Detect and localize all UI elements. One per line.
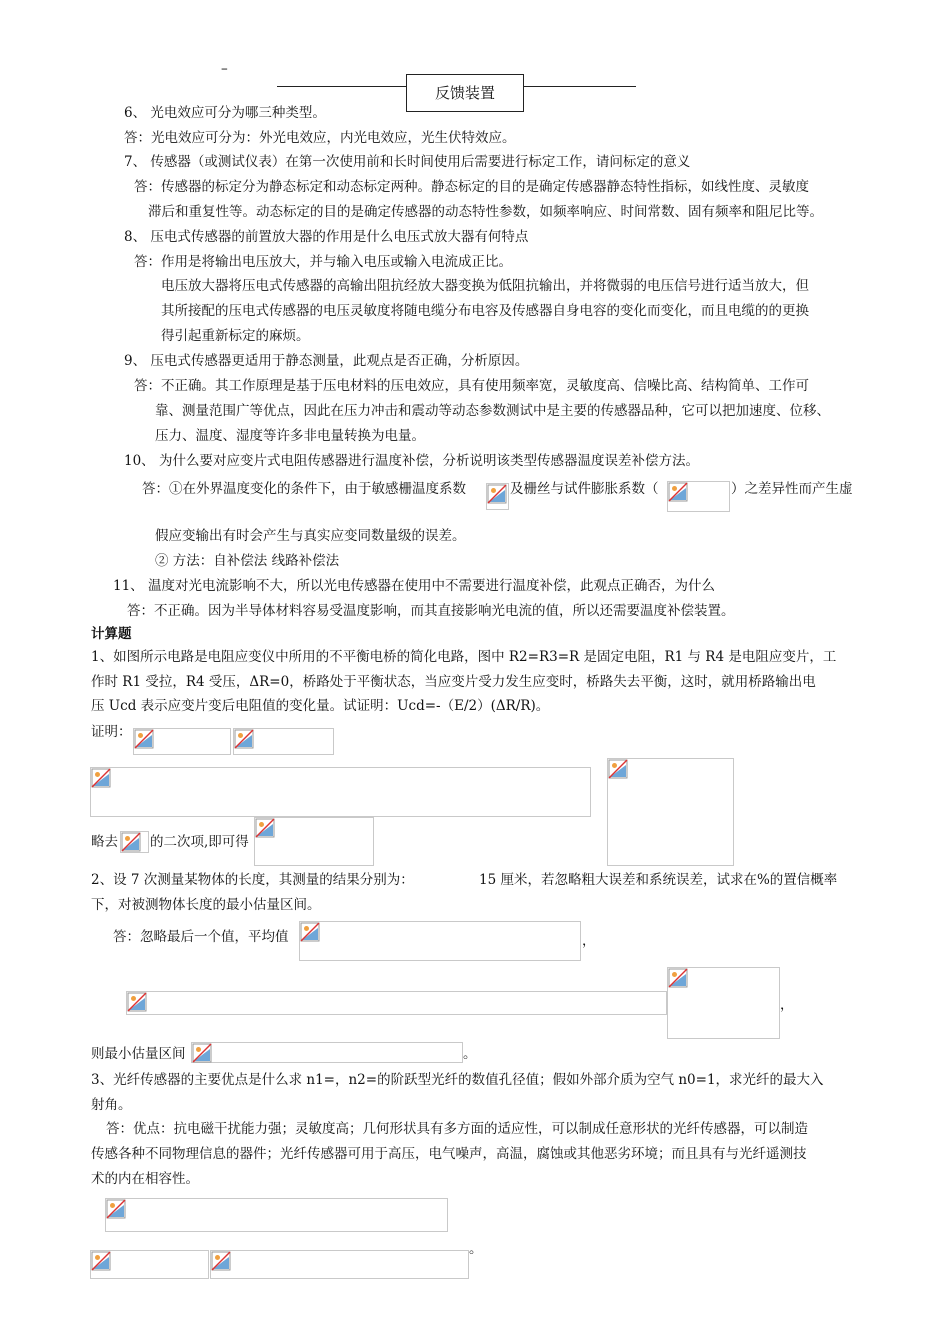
- problem-2-line1a: 2、设 7 次测量某物体的长度，其测量的结果分别为：: [91, 872, 414, 888]
- answer-10-line1b: 及栅丝与试件膨胀系数（: [510, 481, 659, 497]
- header-dash: –: [221, 61, 228, 77]
- omit-text-a: 略去: [91, 834, 118, 850]
- formula-image-na: [105, 1198, 448, 1232]
- answer-2-line1: 答：忽略最后一个值，平均值: [113, 929, 289, 945]
- answer-10-line1a: 答：①在外界温度变化的条件下，由于敏感栅温度系数: [142, 481, 466, 497]
- answer-3-line3: 术的内在相容性。: [91, 1171, 199, 1187]
- formula-image-proof-3: [90, 767, 591, 817]
- broken-image-icon: [300, 922, 320, 942]
- period-1: 。: [463, 1046, 477, 1062]
- broken-image-icon: [487, 484, 507, 504]
- answer-8-line4: 得引起重新标定的麻烦。: [161, 328, 310, 344]
- broken-image-icon: [121, 832, 141, 852]
- formula-image-interval: [191, 1042, 463, 1063]
- question-6: 6、 光电效应可分为哪三种类型。: [124, 105, 326, 121]
- section-heading-calc: 计算题: [91, 626, 132, 642]
- question-7: 7、 传感器（或测试仪表）在第一次使用前和长时间使用后需要进行标定工作，请问标定的意义: [124, 154, 691, 170]
- answer-10-line1c: ）之差异性而产生虚: [731, 481, 853, 497]
- formula-image-angle-1: [90, 1250, 209, 1279]
- formula-image-mean: [299, 921, 581, 961]
- broken-image-icon: [134, 729, 154, 749]
- answer-3-line1: 答：优点：抗电磁干扰能力强；灵敏度高；几何形状具有多方面的适应性，可以制成任意形状的光纤传感器，可以制造: [106, 1121, 808, 1137]
- question-9: 9、 压电式传感器更适用于静态测量，此观点是否正确，分析原因。: [124, 353, 529, 369]
- formula-image-beta: [667, 481, 730, 512]
- answer-9-line2: 靠、测量范围广等优点，因此在压力冲击和震动等动态参数测试中是主要的传感器品种，它可以把加速度、位移、: [155, 403, 830, 419]
- answer-3-line2: 传感各种不同物理信息的器件；光纤传感器可用于高压，电气噪声，高温，腐蚀或其他恶劣环境；而且具有与光纤遥测技: [91, 1146, 807, 1162]
- formula-image-omit: [120, 831, 149, 853]
- problem-1-line1: 1、如图所示电路是电阻应变仪中所用的不平衡电桥的简化电路，图中 R2=R3=R 是固定电阻，R1 与 R4 是电阻应变片，工: [91, 649, 837, 665]
- formula-image-proof-1: [133, 728, 231, 755]
- formula-image-alpha: [486, 483, 509, 510]
- header-rule-left: [277, 86, 406, 87]
- interval-label: 则最小估量区间: [91, 1046, 186, 1062]
- circuit-diagram-image: [607, 758, 734, 866]
- header-rule-right: [522, 86, 636, 87]
- question-8: 8、 压电式传感器的前置放大器的作用是什么电压式放大器有何特点: [124, 229, 529, 245]
- omit-text-b: 的二次项,即可得: [150, 834, 249, 850]
- formula-image-sigma: [126, 991, 667, 1015]
- answer-7-line1: 答：传感器的标定分为静态标定和动态标定两种。静态标定的目的是确定传感器静态特性指标，如线性度、灵敏度: [134, 179, 809, 195]
- answer-10-line2: 假应变输出有时会产生与真实应变同数量级的误差。: [155, 528, 466, 544]
- problem-2-line2: 下，对被测物体长度的最小估量区间。: [91, 897, 321, 913]
- broken-image-icon: [91, 1251, 111, 1271]
- period-2: 。: [469, 1241, 483, 1257]
- answer-8-line1: 答：作用是将输出电压放大，并与输入电压或输入电流成正比。: [134, 254, 512, 270]
- proof-label: 证明：: [91, 724, 132, 740]
- answer-10-line3: ② 方法：自补偿法 线路补偿法: [155, 553, 340, 569]
- problem-1-line2: 作时 R1 受拉，R4 受压，ΔR=0，桥路处于平衡状态，当应变片受力发生应变时，桥路失去平衡，这时，就用桥路输出电: [91, 674, 816, 690]
- answer-9-line3: 压力、温度、湿度等许多非电量转换为电量。: [155, 428, 425, 444]
- problem-3-line1: 3、光纤传感器的主要优点是什么求 n1=，n2=的阶跃型光纤的数值孔径值；假如外部介质为空气 n0=1，求光纤的最大入: [91, 1072, 824, 1088]
- formula-image-proof-2: [233, 728, 334, 755]
- broken-image-icon: [234, 729, 254, 749]
- question-11: 11、 温度对光电流影响不大，所以光电传感器在使用中不需要进行温度补偿，此观点正确否，为什么: [113, 578, 715, 594]
- answer-11: 答：不正确。因为半导体材料容易受温度影响，而其直接影响光电流的值，所以还需要温度补偿装置。: [127, 603, 735, 619]
- answer-7-line2: 滞后和重复性等。动态标定的目的是确定传感器的动态特性参数，如频率响应、时间常数、固有频率和阻尼比等。: [148, 204, 823, 220]
- answer-8-line2: 电压放大器将压电式传感器的高输出阻抗经放大器变换为低阻抗输出，并将微弱的电压信号进行适当放大，但: [161, 278, 809, 294]
- formula-image-angle-2: [210, 1250, 469, 1279]
- broken-image-icon: [608, 759, 628, 779]
- broken-image-icon: [211, 1251, 231, 1271]
- answer-9-line1: 答：不正确。其工作原理是基于压电材料的压电效应，具有使用频率宽，灵敏度高、信噪比高、结构简单、工作可: [134, 378, 809, 394]
- page-title: 反馈装置: [406, 74, 524, 112]
- broken-image-icon: [668, 482, 688, 502]
- broken-image-icon: [255, 818, 275, 838]
- broken-image-icon: [106, 1199, 126, 1219]
- broken-image-icon: [127, 992, 147, 1012]
- broken-image-icon: [91, 768, 111, 788]
- answer-8-line3: 其所接配的压电式传感器的电压灵敏度将随电缆分布电容及传感器自身电容的变化而变化，而且电缆的的更换: [161, 303, 809, 319]
- broken-image-icon: [668, 968, 688, 988]
- broken-image-icon: [192, 1043, 212, 1063]
- question-10: 10、 为什么要对应变片式电阻传感器进行温度补偿，分析说明该类型传感器温度误差补偿方法。: [124, 453, 699, 469]
- problem-2-line1b: 15 厘米，若忽略粗大误差和系统误差，试求在%的置信概率: [479, 872, 838, 888]
- problem-1-line3: 压 Ucd 表示应变片变后电阻值的变化量。试证明：Ucd=-（E/2）(ΔR/R)。: [91, 698, 550, 714]
- comma-1: ，: [582, 933, 596, 949]
- answer-6: 答：光电效应可分为：外光电效应，内光电效应，光生伏特效应。: [124, 130, 516, 146]
- comma-2: ，: [780, 997, 794, 1013]
- formula-image-result-1: [254, 817, 374, 866]
- problem-3-line2: 射角。: [91, 1097, 132, 1113]
- formula-image-sigma-mean: [667, 967, 780, 1039]
